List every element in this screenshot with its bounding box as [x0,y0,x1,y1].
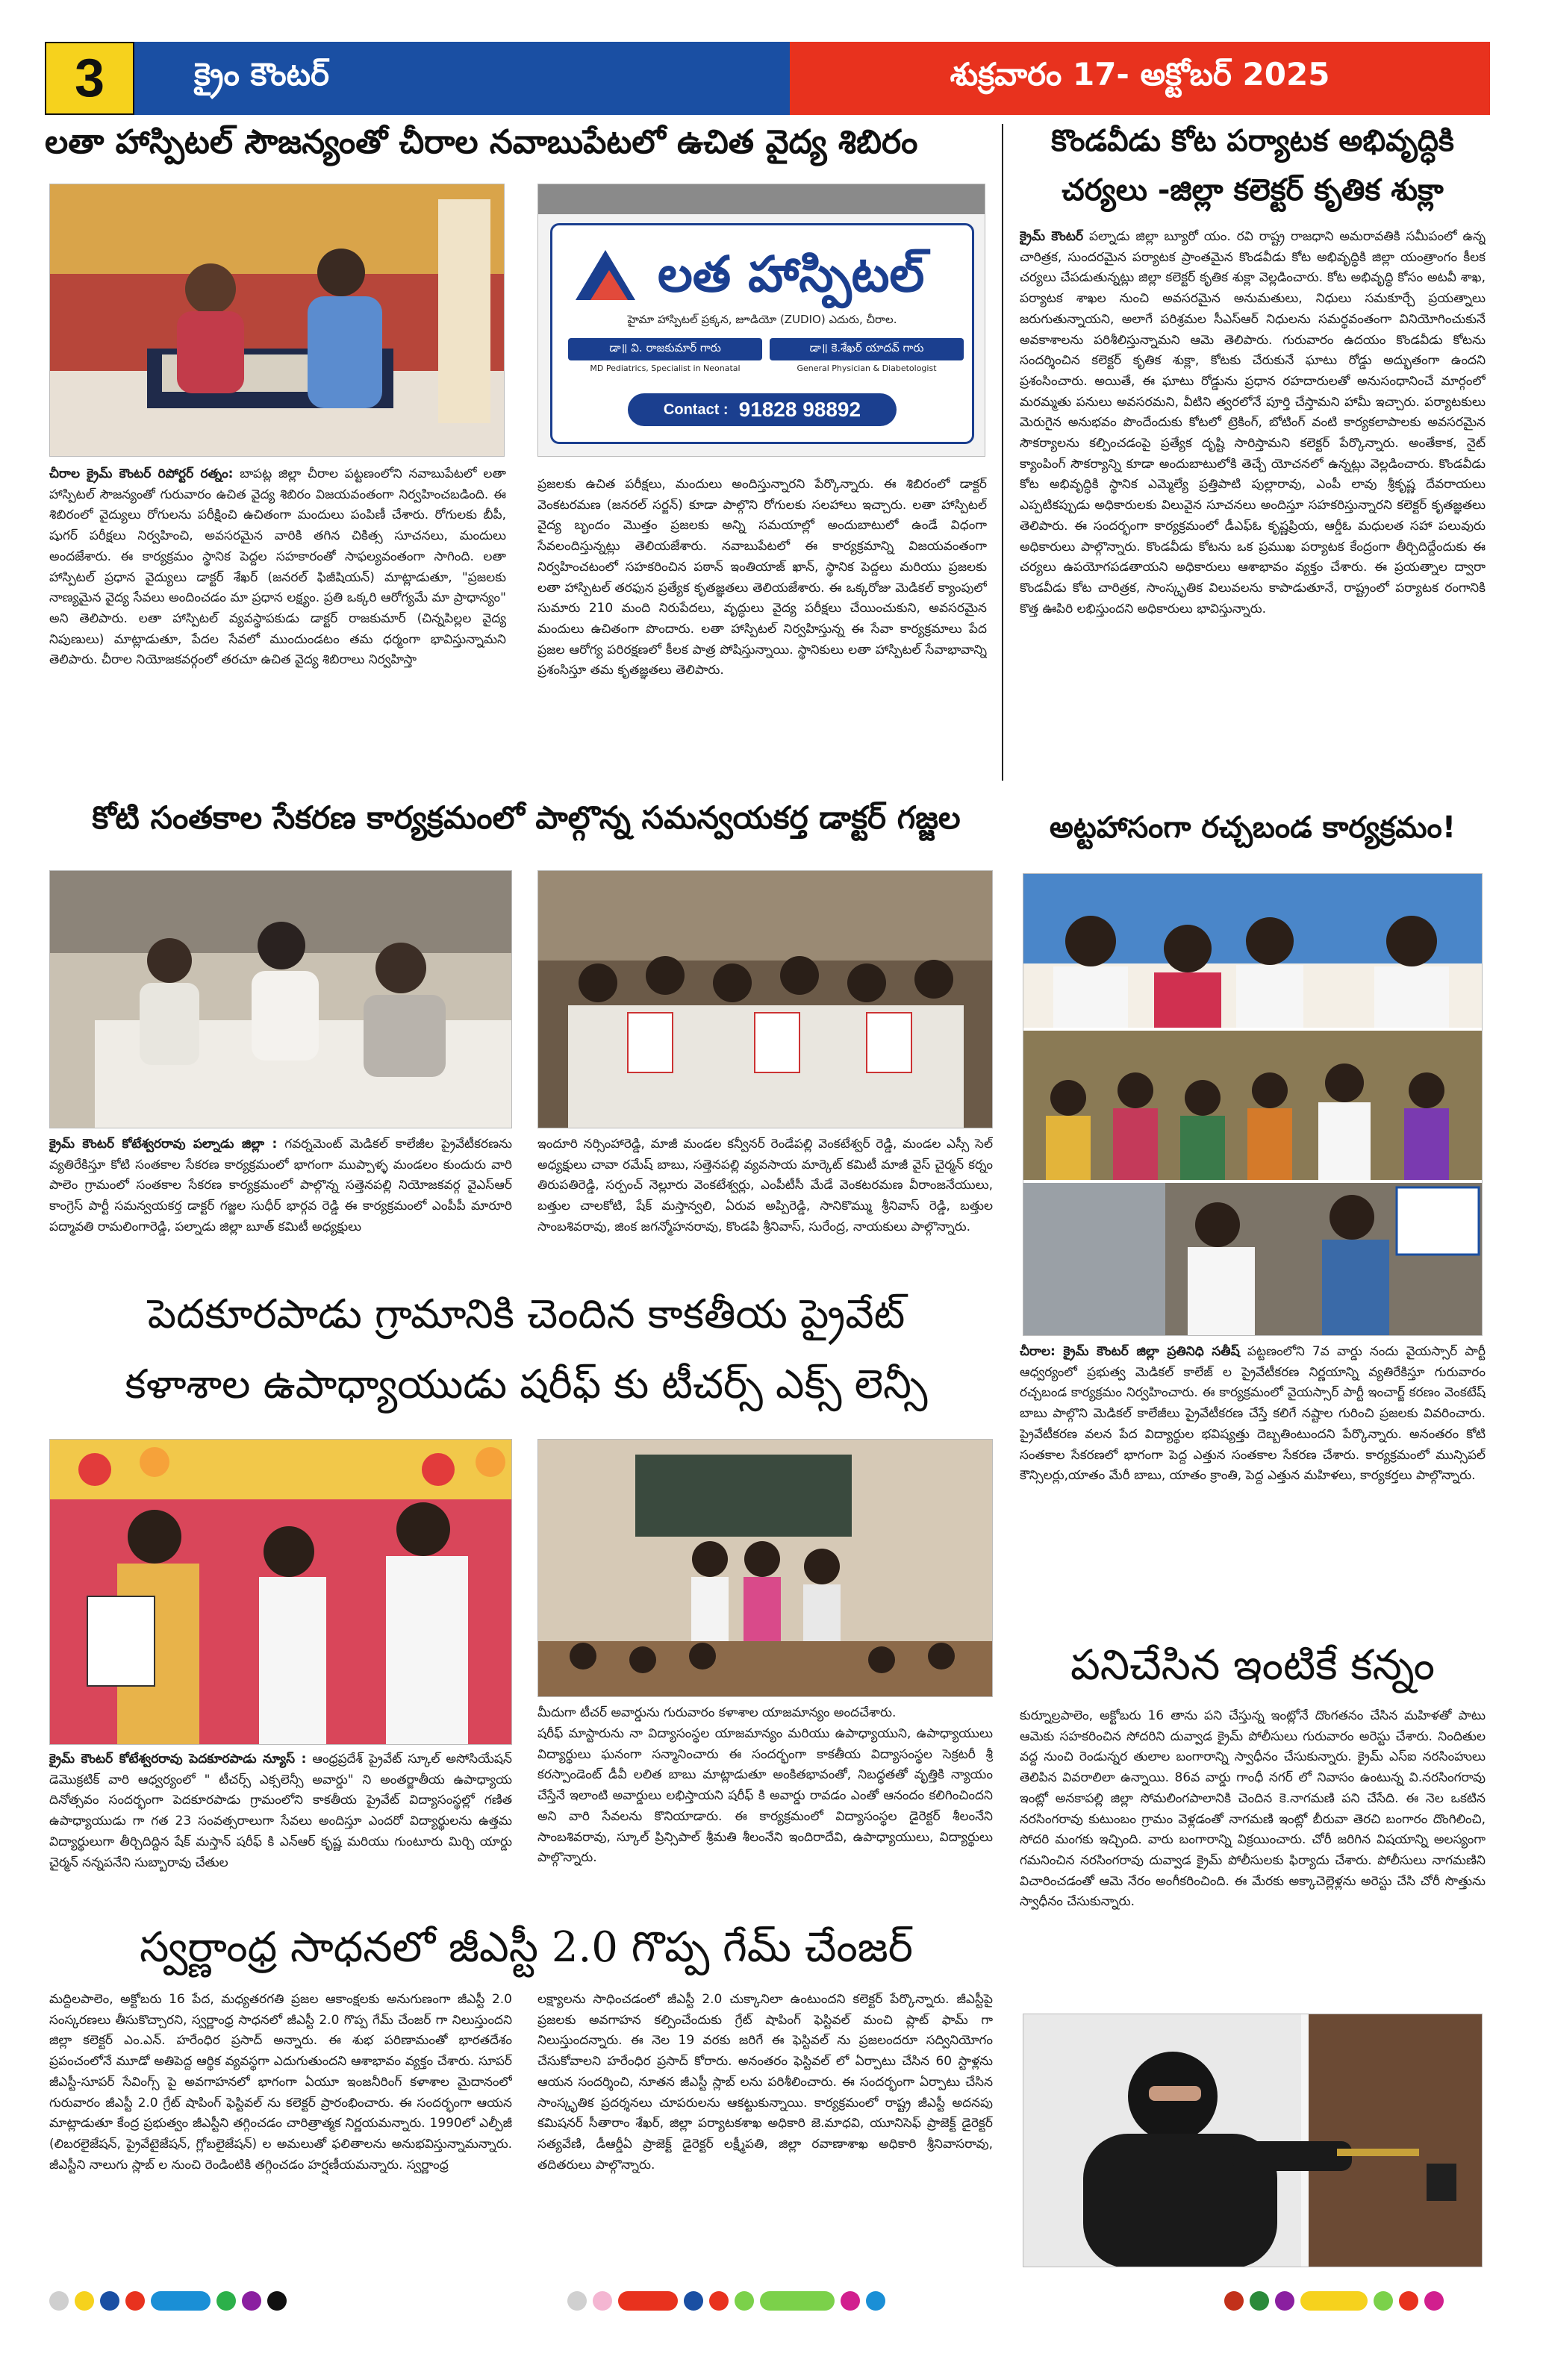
story1-text-2: ప్రజలకు ఉచిత పరీక్షలు, మందులు అందిస్తున్నారని పేర్కొన్నారు. ఈ శిబిరంలో డాక్టర్ వెంకటరమణ (జనరల్ సర్జన్) కూడా పాల్గొని రోగులకు సలహాలు ఇచ్చారు. లతా హాస్పిటల్ వైద్య బృందం మొత్తం ప్రజలకు అన్ని సమయాల్లో అందుబాటులో ఉండే విధంగా సేవలందిస్తున్నట్లు తెలియజేశారు. నవాబుపేటలో ఈ కార్యక్రమాన్ని విజయవంతంగా నిర్వహించటంలో సహకరించిన పఠాన్ ఇంతియాజ్ ఖాన్, స్థానిక పెద్దలు మరియు ప్రజలకు లతా హాస్పిటల్ తరఫున ప్రత్యేక కృతజ్ఞతలు తెలియజేశారు. ఈ ఒక్కరోజు మెడికల్ క్యాంపులో సుమారు 210 మంది నిరుపేదలు, వృద్ధులు వైద్య పరీక్షలు చేయించుకుని, అవసరమైన మందులు ఉచితంగా పొందారు. లతా హాస్పిటల్ నిర్వహిస్తున్న ఈ సేవా కార్యక్రమాలు పేద ప్రజల ఆరోగ్య పరిరక్షణలో కీలక పాత్ర పోషిస్తున్నాయి. స్థానికులు లతా హాస్పిటల్ సేవాభావాన్ని ప్రశంసిస్తూ తమ కృతజ్ఞతలు తెలిపారు. [537,477,987,678]
color-dot [1399,2291,1418,2311]
story5-column-1 [49,1749,512,1896]
story5-photo-award [49,1439,512,1745]
story5-caption: మీదుగా టీచర్ అవార్డును గురువారం కళాశాల యాజమాన్యం అందచేశారు. [537,1705,897,1720]
story1-headline: లతా హాస్పిటల్ సౌజన్యంతో చీరాల నవాబుపేటలో ఉచిత వైద్య శిబిరం [45,123,918,161]
contact-strip [628,393,897,426]
color-dot [1275,2291,1294,2311]
story6-headline: పనిచేసిన ఇంటికే కన్నం [1070,1641,1436,1690]
story1-byline: చీరాల క్రైమ్ కౌంటర్ రిపోర్టర్ రత్నం: [49,466,234,481]
story4-column [1020,1342,1486,1640]
story1-column-2 [537,475,987,778]
story4-headline: అట్టహాసంగా రచ్చబండ కార్యక్రమం! [1049,810,1456,845]
doctor1-name: డా॥ వి. రాజకుమార్ గారు [568,338,762,360]
story3-text-1: గవర్నమెంట్ మెడికల్ కాలేజీల ప్రైవేటీకరణను వ్యతిరేకిస్తూ కోటి సంతకాల సేకరణ కార్యక్రమంలో భాగంగా ముప్పాళ్ళ మండలం కుందురు వారి పాలెం గ్రామంలో సంతకాల సేకరణ కార్యక్రమంలో పాల్గొన్న సత్తెనపల్లి నియోజకవర్గ వైఎస్ఆర్ కాంగ్రెస్ పార్టీ సమన్వయకర్త డాక్టర్ గజ్జల సుధీర్ భార్గవ రెడ్డి ఈ కార్యక్రమంలో ఎంపీపీ మారూరి పద్మావతి రామలింగారెడ్డి, పల్నాడు జిల్లా బూత్ కమిటీ అధ్యక్షులు [49,1137,512,1234]
story4-photo-collage [1023,873,1483,1336]
story3-text-2: ఇందూరి నర్సింహారెడ్డి, మాజీ మండల కన్వీనర్ రెండేపల్లి వెంకటేశ్వర్ రెడ్డి, మండల ఎస్సీ సెల్ అధ్యక్షులు చావా రమేష్ బాబు, సత్తెనపల్లి వ్యవసాయ మార్కెట్ కమిటీ మాజీ వైస్ చైర్మన్ కర్నం తిరుపతిరెడ్డి, సర్పంచ్ నెల్లూరు వెంకటేశ్వర్లు, ఎంపీటీసీ మేడే వెంకటరమణ వీరాంజనేయులు, బత్తుల చాలకోటి, షేక్ మస్తాన్వలి, ఏరువ అప్పిరెడ్డి, సానికొమ్ము శ్రీనివాస్ రెడ్డి, బత్తుల సాంబశివరావు, జింక జగన్మోహనరావు, కొండపి శ్రీనివాస్, సురేంద్ర, నాయకులు పాల్గొన్నారు. [537,1137,993,1234]
color-dot [216,2291,236,2311]
story2-headline-2: చర్యలు -జిల్లా కలెక్టర్ కృతిక శుక్లా [1062,173,1444,207]
story3-photo-signing [49,870,512,1128]
story5-text-2: షరీఫ్ మాస్టారును నా విద్యాసంస్థల యాజమాన్యం మరియు ఉపాధ్యాయుని, ఉపాధ్యాయులు విద్యార్థులు ఘనంగా సన్మానించారు ఈ సందర్భంగా కాకతీయ విద్యాసంస్థల సెక్రటరీ శ్రీ కరస్పాండెంట్ డీవీ లలిత బాబు మాట్లాడుతూ అంకితభావంతో, నిబద్ధతతో వృత్తికి న్యాయం చేస్తేనే ఇలాంటి అవార్డులు లభిస్తాయని షరీఫ్ కి అవార్డు రావడం ఎంతో ఆనందం కలిగించిందని అని వారి సేవలను కొనియాడారు. ఈ కార్యక్రమంలో విద్యాసంస్థల డైరెక్టర్ శీలంనేని సాంబశివరావు, స్కూల్ ప్రిన్సిపాల్ శ్రీమతి శీలంనేని ఇందిరాదేవి, ఉపాధ్యాయులు, విద్యార్థులు పాల్గొన్నారు. [537,1726,993,1866]
story1-column-1 [49,464,506,778]
color-pill [618,2291,678,2311]
story7-text-1: మద్దిలపాలెం, అక్టోబరు 16 పేద, మధ్యతరగతి ప్రజల ఆకాంక్షలకు అనుగుణంగా జీఎస్టీ 2.0 సంస్కరణలు తీసుకొచ్చారని, స్వర్ణాంధ్ర సాధనలో జీఎస్టీ 2.0 గొప్ప గేమ్ చేంజర్ గా నిలుస్తుందని జిల్లా కలెక్టర్ ఎం.ఎన్. హరేంధిర ప్రసాద్ అన్నారు. ఈ శుభ పరిణామంతో భారతదేశం ప్రపంచంలోనే మూడో అతిపెద్ద ఆర్థిక వ్యవస్థగా ఎదుగుతుందని ఆశాభావం వ్యక్తం చేశారు. సూపర్ జీఎస్టీ-సూపర్ సేవింగ్స్ పై అవగాహనలో భాగంగా ఏయూ ఇంజనీరింగ్ కళాశాల మైదానంలో గురువారం జీఎస్టీ 2.0 గ్రేట్ షాపింగ్ ఫెస్టివల్ ను కలెక్టర్ ప్రారంభించారు. ఈ సందర్భంగా ఆయన మాట్లాడుతూ కేంద్ర ప్రభుత్వం జీఎస్టీని తగ్గించడం చారిత్రాత్మక నిర్ణయమన్నారు. 1990లో ఎల్పీజీ (లిబరలైజేషన్, ప్రైవేటైజేషన్, గ్లోబలైజేషన్) ల అమలుతో ఫలితాలను అనుభవిస్తున్నామన్నారు. జీఎస్టీని నాలుగు స్లాబ్ ల నుంచి రెండింటికి తగ్గించడం హర్షణీయమన్నారు. స్వర్ణాంధ్ర [49,1992,512,2173]
story3-photo-group [537,870,993,1128]
story7-column-2 [537,1990,993,2266]
story2-text: పల్నాడు జిల్లా బ్యూరో యం. రవి రాష్ట్ర రాజధాని అమరావతికి సమీపంలో ఉన్న చారిత్రక, సుందరమైన పర్యాటక ప్రాంతమైన కొండవీడు కోట అభివృద్ధికి జిల్లా యంత్రాంగం కీలక చర్యలు చేపడుతున్నట్లు జిల్లా కలెక్టర్ కృతిక శుక్లా వెల్లడించారు. కోట అభివృద్ధి కోసం అటవీ శాఖ, పర్యాటక శాఖల నుంచి అవసరమైన అనుమతులు, నిధులు సమకూర్చే ప్రయత్నాలు జరుగుతున్నాయని, అలాగే పరిశ్రమల సీఎస్ఆర్ నిధులను సమర్థవంతంగా వినియోగించుకునే అవకాశాలను పరిశీలిస్తున్నామని ఆమె తెలిపారు. గురువారం ఉదయం కొండవీడు కోటను సందర్శించిన కలెక్టర్ కృతిక శుక్లా, కోటకు చేరుకునే ఘాటు రోడ్డు అద్భుతంగా ఉందని ప్రశంసించారు. అయితే, ఈ ఘాటు రోడ్డును ప్రధాన రహదారులతో అనుసంధానించే మార్గంలో మరమ్మతు పనులు అవసరమని, వీటిని త్వరలోనే పూర్తి చేస్తామని హామీ ఇచ్చారు. పర్యాటకులు మెరుగైన అనుభవం పొందేందుకు కోటలో ట్రెకింగ్, బోటింగ్ వంటి కార్యకలాపాలకు అవసరమైన సౌకర్యాలను కల్పించడంపై ప్రత్యేక దృష్టి సారిస్తామని కలెక్టర్ పేర్కొన్నారు. అంతేకాక, నైట్ క్యాంపింగ్ సౌకర్యాన్ని కూడా అందుబాటులోకి తెచ్చే యోచనలో ఉన్నట్లు వెల్లడించారు. కొండవీడు కోట అభివృద్ధికి స్థానిక ఎమ్మెల్యే ప్రత్తిపాటి పుల్లారావు, ఎంపీ లావు శ్రీకృష్ణ దేవరాయలు ఎప్పటికప్పుడు అధికారులకు విలువైన సూచనలు అందిస్తూ సహకరిస్తున్నారని కలెక్టర్ కృతజ్ఞతలు తెలిపారు. ఈ సందర్భంగా కార్యక్రమంలో డీఎఫ్ఓ కృష్ణప్రియ, ఆర్డీఓ మధులత సహా పలువురు అధికారులు పాల్గొన్నారు. కొండవీడు కోటను ఒక ప్రముఖ పర్యాటక కేంద్రంగా తీర్చిదిద్దేందుకు ఈ చర్యలు ఉపయోగపడతాయని అధికారులు ఆశాభావం వ్యక్తం చేశారు. ఈ ప్రయత్నాల ద్వారా కొండవీడు కోట చారిత్రక, సాంస్కృతిక విలువలను కాపాడుతూనే, రాష్ట్రంలో పర్యాటక రంగానికి కొత్త ఊపిరి లభిస్తుందని అధికారులు భావిస్తున్నారు. [1020,229,1486,616]
story5-headline-1: పెదకూరపాడు గ్రామానికి చెందిన కాకతీయ ప్రైవేట్ [147,1290,905,1337]
color-dot [841,2291,860,2311]
color-dot [267,2291,287,2311]
color-pill [1300,2291,1368,2311]
story7-headline: స్వర్ణాంధ్ర సాధనలో జీఎస్టీ 2.0 గొప్ప గేమ్ చేంజర్ [140,1923,913,1972]
color-dot [100,2291,119,2311]
story3-headline: కోటి సంతకాల సేకరణ కార్యక్రమంలో పాల్గొన్న సమన్వయకర్త డాక్టర్ గజ్జల [92,799,961,836]
story3-byline: క్రైమ్ కౌంటర్ కోటేశ్వరరావు పల్నాడు జిల్లా : [49,1137,278,1152]
story3-column-1 [49,1134,512,1284]
story5-photo-classroom [537,1439,993,1697]
story6-photo-burglar [1023,2014,1483,2267]
color-dot [75,2291,94,2311]
color-dot [125,2291,145,2311]
story5-text-1: ఆంధ్రప్రదేశ్ ప్రైవేట్ స్కూల్ అసోసియేషన్ డెమొక్రటిక్ వారి ఆధ్వర్యంలో " టీచర్స్ ఎక్సలెన్సీ అవార్డు" ని అంతర్జాతీయ ఉపాధ్యాయ దినోత్సవం సందర్భంగా పెదకూరపాడు గ్రామంలోని కాకతీయ ప్రైవేట్ విద్యాసంస్థల్లో గణిత ఉపాధ్యాయుడు గా గత 23 సంవత్సరాలుగా సేవలు అందిస్తూ ఎందరో విద్యార్థులను ఉత్తమ విద్యార్థులుగా తీర్చిదిద్దిన షేక్ మస్తాన్ షరీఫ్ కి ఎన్ఆర్ కృష్ణ మరియు గుంటూరు మిర్చి యార్డు చైర్మన్ నన్నపనేని సుబ్బారావు చేతుల [49,1752,512,1870]
paper-name: క్రైం కౌంటర్ [134,42,790,115]
color-dot [1374,2291,1393,2311]
page-number: 3 [45,42,134,115]
story1-hospital-banner [537,184,985,457]
story7-text-2: లక్ష్యాలను సాధించడంలో జీఎస్టీ 2.0 చుక్కానిలా ఉంటుందని కలెక్టర్ పేర్కొన్నారు. జీఎస్టీపై ప్రజలకు అవగాహన కల్పించేందుకు గ్రేట్ షాపింగ్ ఫెస్టివల్ మంచి ప్లాట్ ఫామ్ గా నిలుస్తుందన్నారు. ఈ నెల 19 వరకు జరిగే ఈ ఫెస్టివల్ ను ప్రజలందరూ సద్వినియోగం చేసుకోవాలని హరేంధిర ప్రసాద్ కోరారు. అనంతరం ఫెస్టివల్ లో ఏర్పాటు చేసిన 60 స్టాళ్లను ఆయన సందర్శించి, నూతన జీఎస్టీ స్లాబ్ లను పరిశీలించారు. ఈ సందర్భంగా ఏర్పాటు చేసిన సాంస్కృతిక ప్రదర్శనలు చూపరులను ఆకట్టుకున్నాయి. కార్యక్రమంలో రాష్ట్ర జీఎస్టీ అదనపు కమిషనర్ సీతారాం శేఖర్, జిల్లా పర్యాటకశాఖ అధికారి జె.మాధవి, యూనిసెఫ్ ప్రాజెక్ట్ డైరెక్టర్ సత్యవేణి, డీఆర్డీఏ ప్రాజెక్ట్ డైరెక్టర్ లక్ష్మీపతి, జిల్లా రవాణాశాఖ అధికారి శ్రీనివాసరావు, తదితరులు పాల్గొన్నారు. [537,1992,993,2173]
story6-column [1020,1706,1486,2012]
story1-text-1: బాపట్ల జిల్లా చీరాల పట్టణంలోని నవాబుపేటలో లతా హాస్పిటల్ సౌజన్యంతో గురువారం ఉచిత వైద్య శిబిరం విజయవంతంగా నిర్వహించబడింది. ఈ శిబిరంలో వైద్యులు రోగులను పరీక్షించి ఉచితంగా మందులు పంపిణీ చేశారు. రోగులకు బీపీ, షుగర్ పరీక్షలు నిర్వహించి, అవసరమైన వారికి తగిన చికిత్స సూచనలు, మందులు అందజేశారు. ఈ కార్యక్రమం స్థానిక పెద్దల సహకారంతో సాఫల్యవంతంగా సాగింది. లతా హాస్పిటల్ ప్రధాన వైద్యులు డాక్టర్ శేఖర్ (జనరల్ ఫిజీషియన్) మాట్లాడుతూ, "ప్రజలకు నాణ్యమైన వైద్య సేవలు అందించడం మా ప్రధాన లక్ష్యం. ప్రతి ఒక్కరి ఆరోగ్యమే మా ప్రాధాన్యం" అని తెలిపారు. లతా హాస్పిటల్ వ్యవస్థాపకుడు డాక్టర్ రాజకుమార్ (చిన్నపిల్లల వైద్య నిపుణులు) మాట్లాడుతూ, పేదల సేవలో ముందుండటం తమ ధర్మంగా భావిస్తున్నామని తెలిపారు. చీరాల నియోజకవర్గంలో తరచూ ఉచిత వైద్య శిబిరాలు నిర్వహిస్తా [49,466,506,668]
doctor2-role: General Physician & Diabetologist [797,363,937,373]
story2-column [1020,227,1486,794]
story4-byline: చీరాల: క్రైమ్ కౌంటర్ జిల్లా ప్రతినిధి సతీష్ [1020,1344,1240,1359]
contact-label: Contact : [663,401,729,418]
contact-number: 91828 98892 [738,398,861,421]
story4-text: పట్టణంలోని 7వ వార్డు నందు వైయస్సార్ పార్టీ ఆధ్వర్యంలో ప్రభుత్వ మెడికల్ కాలేజ్ ల ప్రైవేటీకరణ నిర్ణయాన్ని వ్యతిరేకిస్తూ గురువారం రచ్చబండ కార్యక్రమం నిర్వహించారు. ఈ కార్యక్రమంలో వైయస్సార్ పార్టీ ఇంచార్జ్ కరణం వెంకటేష్ బాబు పాల్గొని మెడికల్ కాలేజీలు ప్రైవేటీకరణ చేస్తే కలిగే నష్టాల గురించి ప్రజలకు వివరించారు. ప్రైవేటీకరణ వలన పేద విద్యార్థుల భవిష్యత్తు దెబ్బతింటుందని పేర్కొన్నారు. అనంతరం కోటి సంతకాల సేకరణలో భాగంగా పెద్ద ఎత్తున సంతకాల సేకరణ చేశారు. కార్యక్రమంలో మున్సిపల్ కౌన్సిలర్లు,యాతం మేరీ బాబు, యాతం క్రాంతి, పెద్ద ఎత్తున మహిళలు, కార్యకర్తలు పాల్గొన్నారు. [1020,1344,1486,1484]
color-dot [1250,2291,1269,2311]
doctor2-name: డా॥ కె.శేఖర్ యాదవ్ గారు [770,338,964,360]
story5-headline-2: కళాశాల ఉపాధ్యాయుడు షరీఫ్ కు టీచర్స్ ఎక్స్ లెన్సీ [125,1361,928,1408]
color-dot [49,2291,69,2311]
story7-column-1 [49,1990,512,2266]
story3-column-2 [537,1134,993,1284]
color-dot [709,2291,729,2311]
footer-color-dots-right [1224,2291,1444,2311]
color-dot [567,2291,587,2311]
story5-byline: క్రైమ్ కౌంటర్ కోటేశ్వరరావు పెదకూరపాడు న్యూస్ : [49,1752,307,1767]
story2-byline: క్రైమ్ కౌంటర్ [1020,229,1084,244]
doctor1-role: MD Pediatrics, Specialist in Neonatal [590,363,741,373]
story5-column-2 [537,1724,993,1900]
footer-color-dots-left [49,2291,287,2311]
story2-headline-1: కొండవీడు కోట పర్యాటక అభివృద్ధికి [1051,124,1454,158]
hospital-logo-icon [568,244,650,304]
color-dot [593,2291,612,2311]
color-dot [684,2291,703,2311]
hospital-name: లత హాస్పిటల్ [658,246,925,303]
story1-photo-camp [49,184,505,457]
footer-color-dots-center [567,2291,885,2311]
story6-text: కుర్నూల్రపాలెం, అక్టోబరు 16 తాను పని చేస్తున్న ఇంట్లోనే దొంగతనం చేసిన మహిళతో పాటు ఆమెకు సహకరించిన సోదరిని దువ్వాడ క్రైమ్ పోలీసులు గురువారం అరెస్టు చేశారు. నిందితుల వద్ద నుంచి రెండున్నర తులాల బంగారాన్ని స్వాధీనం చేసుకున్నారు. క్రైమ్ ఎస్ఐ నరసింహులు తెలిపిన వివరాలిలా ఉన్నాయి. 86వ వార్డు గాంధీ నగర్ లో నివాసం ఉంటున్న వి.నరసింగరావు ఇంట్లో అనకాపల్లి జిల్లా సోమలింగపాలానికి చెందిన కె.నాగమణి పని చేసేది. ఈ నెల ఒకటిన నరసింగరావు కుటుంబం గ్రామం వెళ్లడంతో నాగమణి ఇంట్లో బీరువా తెరచి బంగారం దొంగిలించి, సోదరి మంగకు ఇచ్చింది. వారు బంగారాన్ని విక్రయించారు. చోరీ జరిగిన విషయాన్ని అలస్యంగా గమనించిన నరసింగరావు దువ్వాడ క్రైమ్ పోలీసులకు ఫిర్యాదు చేశారు. పోలీసులు నాగమణిని విచారించడంతో ఆమె నేరం అంగీకరించింది. ఈ మేరకు అక్కాచెల్లెళ్లను అరెస్టు చేసి చోరీ సొత్తును స్వాధీనం చేసుకున్నారు. [1020,1708,1486,1910]
color-pill [151,2291,211,2311]
color-dot [735,2291,754,2311]
color-dot [1424,2291,1444,2311]
column-divider [1002,124,1003,781]
color-pill [760,2291,835,2311]
hospital-address: హైమా హాస్పిటల్ ప్రక్కన, జూడియో (ZUDIO) ఎదురు, చీరాల. [627,313,897,326]
color-dot [1224,2291,1244,2311]
issue-date: శుక్రవారం 17- అక్టోబర్ 2025 [790,42,1490,115]
color-dot [866,2291,885,2311]
color-dot [242,2291,261,2311]
